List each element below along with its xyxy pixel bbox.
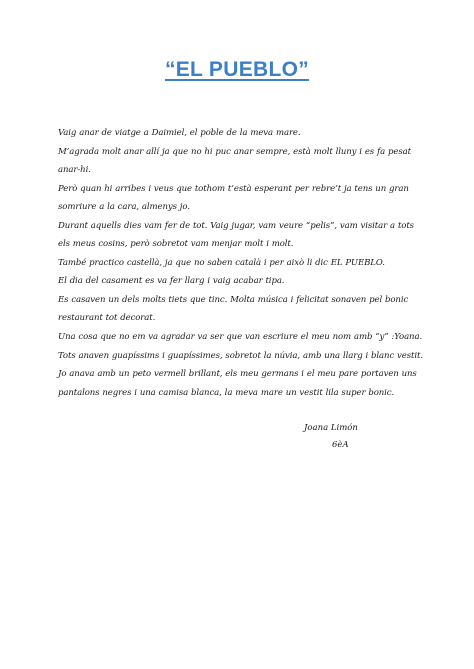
body-line: M’agrada molt anar allí ja que no hi puc anar sempre, està molt lluny i es fa pesat — [58, 146, 411, 157]
body-line: Es casaven un dels molts tiets que tinc. Molta música i felicitat sonaven pel bonic — [58, 294, 409, 305]
document-title: “EL PUEBLO” — [164, 58, 310, 81]
body-line: somriure a la cara, almenys jo. — [58, 202, 190, 213]
body-line: Vaig anar de viatge a Daimiel, el poble de la meva mare. — [58, 128, 301, 138]
body-line: restaurant tot decorat. — [58, 313, 156, 324]
body-line: pantalons negres i una camisa blanca, la meva mare un vestit lila super bonic. — [58, 387, 395, 398]
author-class: 6èA — [332, 440, 349, 450]
body-line: També practico castellà, ja que no saben català i per això li dic EL PUEBLO. — [58, 257, 385, 268]
body-line: Jo anava amb un peto vermell brillant, els meu germans i el meu pare portaven uns — [58, 369, 417, 380]
document-body — [58, 124, 430, 402]
body-line: els meus cosins, però sobretot vam menjar molt i molt. — [58, 239, 294, 250]
body-line: Una cosa que no em va agradar va ser que van escriure el meu nom amb “y” :Yoana. — [58, 332, 423, 343]
body-line: Però quan hi arribes i veus que tothom t’està esperant per rebre’t ja tens un gran — [58, 183, 409, 194]
body-line: Tots anaven guapíssims i guapíssimes, sobretot la núvia, amb una llarg i blanc vestit. — [58, 350, 423, 361]
signature-block — [304, 420, 358, 454]
author-name: Joana Limón — [304, 423, 358, 433]
body-line: El dia del casament es va fer llarg i vaig acabar tipa. — [58, 276, 285, 287]
body-line: anar-hi. — [58, 165, 91, 176]
body-line: Durant aquells dies vam fer de tot. Vaig jugar, vam veure “pelis”, vam visitar a tots — [58, 220, 414, 231]
